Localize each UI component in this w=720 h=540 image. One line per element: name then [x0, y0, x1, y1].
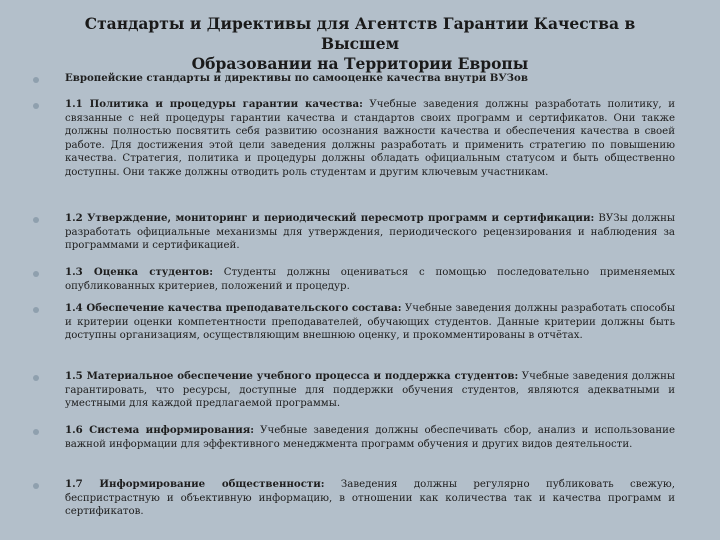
intro-text: Европейские стандарты и директивы по самооценке качества внутри ВУЗов — [65, 72, 528, 84]
item-text — [65, 370, 675, 411]
item-text — [65, 424, 675, 451]
item-body: Студенты должны оцениваться с помощью последовательно применяемых опубликованных критериев, положений и процедур. — [65, 267, 675, 292]
item-heading: 1.7 Информирование общественности: — [65, 478, 325, 490]
bullet-icon — [33, 77, 39, 83]
bullet-icon — [33, 103, 39, 109]
bullet-icon — [33, 271, 39, 277]
item-body: Учебные заведения должны обеспечивать сбор, анализ и использование важной информации для эффективного менеджмента программ обучения и других видов деятельности. — [65, 425, 675, 450]
item-body: Учебные заведения должны гарантировать, что ресурсы, доступные для поддержки обучения студентов, являются адекватными и уместными для каждой предлагаемой программы. — [65, 371, 675, 410]
item-heading: 1.1 Политика и процедуры гарантии качества: — [65, 98, 363, 110]
bullet-icon — [33, 483, 39, 489]
item-heading: 1.2 Утверждение, мониторинг и периодический пересмотр программ и сертификации: — [65, 212, 595, 224]
bullet-icon — [33, 307, 39, 313]
item-heading: 1.3 Оценка студентов: — [65, 266, 213, 278]
bullet-icon — [33, 375, 39, 381]
item-heading: 1.6 Система информирования: — [65, 424, 255, 436]
item-body: ВУЗы должны разработать официальные механизмы для утверждения, периодического рецензирования и наблюдения за программами и сертификацией. — [65, 213, 675, 252]
bullet-icon — [33, 217, 39, 223]
item-body: Учебные заведения должны разработать политику, и связанные с ней процедуры гарантии качества и стандартов своих программ и сертификатов. Они также должны полностью посвятить себя развитию осознания важности качества и обеспечения качества в своей работе. Для достижения этой цели заведения должны разработать и применить стратегию по повышению качества. Стратегия, политика и процедуры должны обладать официальным статусом и быть общественно доступны. Они также должны отводить роль студентам и другим ключевым участникам. — [65, 99, 675, 178]
item-heading: 1.4 Обеспечение качества преподавательского состава: — [65, 302, 402, 314]
title-line-2: Образовании на Территории Европы — [191, 54, 529, 73]
item-text — [65, 98, 675, 180]
item-text — [65, 478, 675, 519]
item-body: Учебные заведения должны разработать способы и критерии оценки компетентности преподавателей, обучающих студентов. Данные критерии должны быть доступны организациям, осуществляющим внешнюю оценку, и прокомментированы в отчётах. — [65, 303, 675, 342]
item-heading: 1.5 Материальное обеспечение учебного процесса и поддержка студентов: — [65, 370, 519, 382]
bullet-icon — [33, 429, 39, 435]
slide-title — [60, 14, 660, 74]
title-line-1: Стандарты и Директивы для Агентств Гарантии Качества в Высшем — [84, 14, 636, 53]
item-text — [65, 302, 675, 343]
item-text — [65, 212, 675, 253]
item-text — [65, 266, 675, 293]
item-body: Заведения должны регулярно публиковать свежую, беспристрастную и объективную информацию, в отношении как количества так и качества программ и сертификатов. — [65, 479, 675, 518]
